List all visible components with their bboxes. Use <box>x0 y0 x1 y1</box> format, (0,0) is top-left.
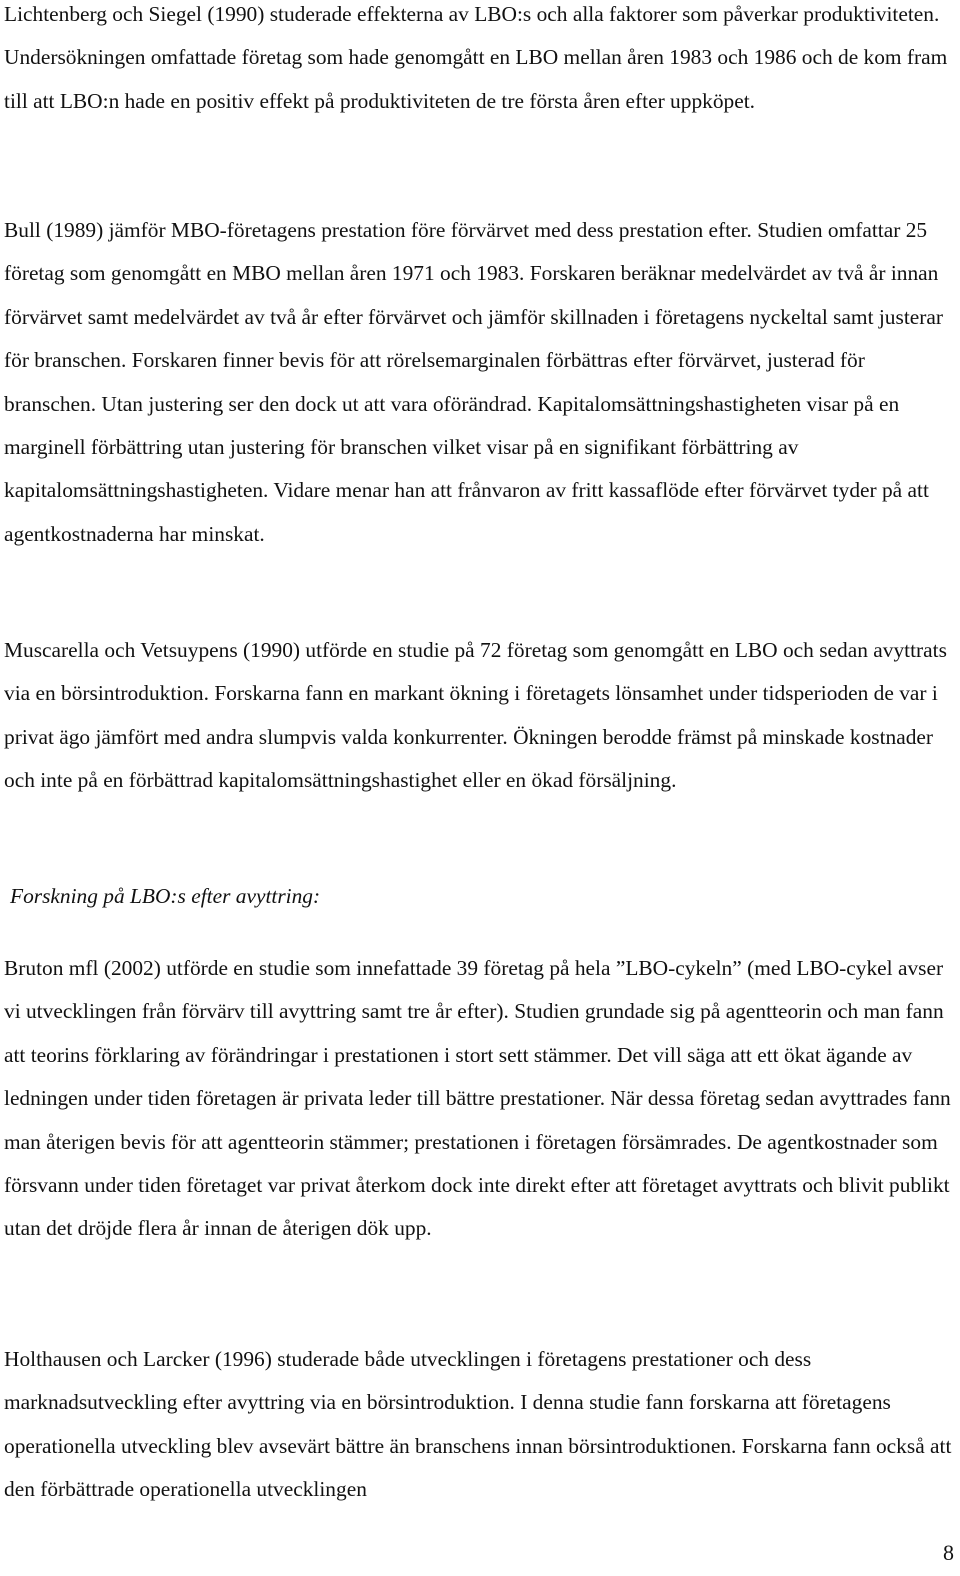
paragraph-bull: Bull (1989) jämför MBO-företagens prestation före förvärvet med dess prestation efter. Studien omfattar 25 företag som genomgått en MBO mellan åren 1971 och 1983. Forskaren beräknar medelvärdet av två år innan förvärvet samt medelvärdet av två år efter förvärvet och jämför skillnaden i företagens nyckeltal samt justerar för branschen. Forskaren finner bevis för att rörelsemarginalen förbättras efter förvärvet, justerad för branschen. Utan justering ser den dock ut att vara oförändrad. Kapitalomsättningshastigheten visar på en marginell förbättring utan justering för branschen vilket visar på en signifikant förbättring av kapitalomsättningshastigheten. Vidare menar han att frånvaron av fritt kassaflöde efter förvärvet tyder på att agentkostnaderna har minskat. <box>4 218 944 546</box>
section-heading: Forskning på LBO:s efter avyttring: <box>10 884 321 908</box>
paragraph-holthausen-larcker: Holthausen och Larcker (1996) studerade både utvecklingen i företagens prestationer och dess marknadsutveckling efter avyttring via en börsintroduktion. I denna studie fann forskarna att företagens operationella utveckling blev avsevärt bättre än branschens innan börsintroduktionen. Forskarna fann också att den förbättrade operationella utvecklingen <box>4 1347 952 1502</box>
paragraph-muscarella-vetsuypens: Muscarella och Vetsuypens (1990) utförde en studie på 72 företag som genomgått en LBO och sedan avyttrats via en börsintroduktion. Forskarna fann en markant ökning i företagets lönsamhet under tidsperioden de var i privat ägo jämfört med andra slumpvis valda konkurrenter. Ökningen berodde främst på minskade kostnader och inte på en förbättrad kapitalomsättningshastighet eller en ökad försäljning. <box>4 638 947 793</box>
paragraph-bruton: Bruton mfl (2002) utförde en studie som innefattade 39 företag på hela ”LBO-cykeln” (med LBO-cykel avser vi utvecklingen från förvärv till avyttring samt tre år efter). Studien grundade sig på agentteorin och man fann att teorins förklaring av förändringar i prestationen i stort sett stämmer. Det vill säga att ett ökat ägande av ledningen under tiden företagen är privata leder till bättre prestationer. När dessa företag sedan avyttrades fann man återigen bevis för att agentteorin stämmer; prestationen i företagen försämrades. De agentkostnader som försvann under tiden företaget var privat återkom dock inte direkt efter att företaget avyttrats och blivit publikt utan det dröjde flera år innan de återigen dök upp. <box>4 956 951 1241</box>
paragraph-lichtenberg-siegel: Lichtenberg och Siegel (1990) studerade effekterna av LBO:s och alla faktorer som påverkar produktiviteten. Undersökningen omfattade företag som hade genomgått en LBO mellan åren 1983 och 1986 och de kom fram till att LBO:n hade en positiv effekt på produktiviteten de tre första åren efter uppköpet. <box>4 2 948 113</box>
page-number: 8 <box>943 1540 954 1565</box>
